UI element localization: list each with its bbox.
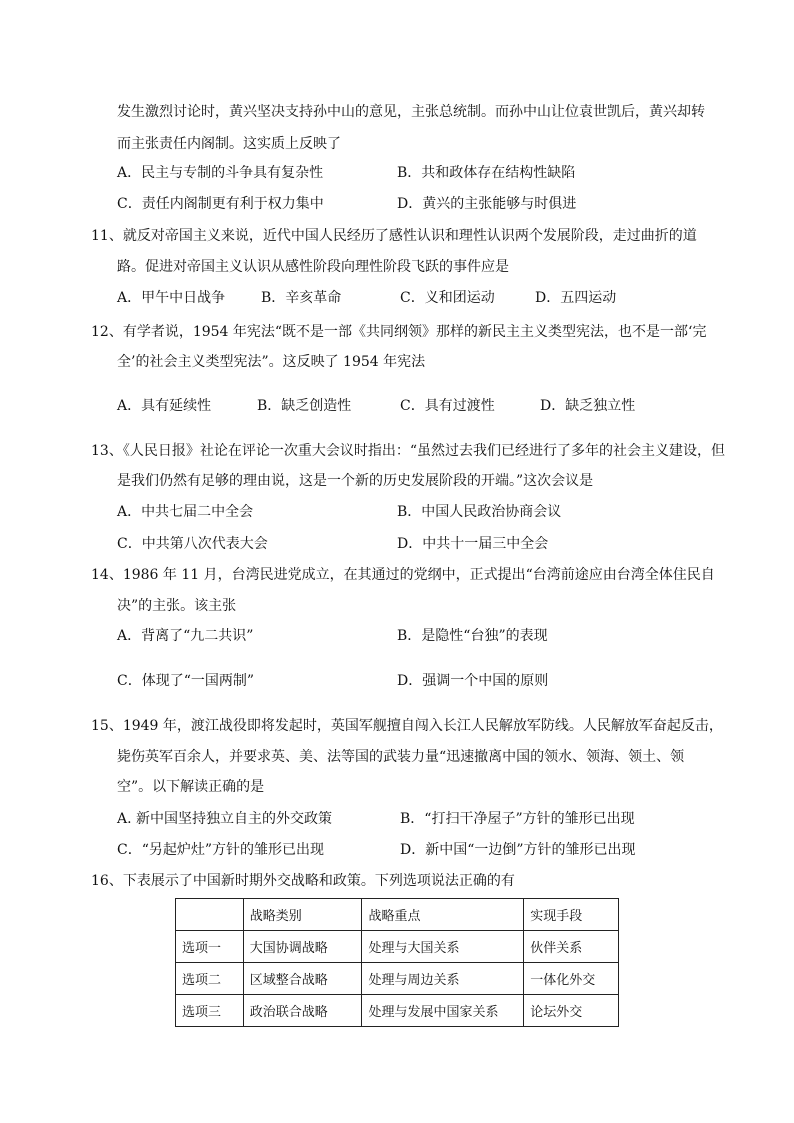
table-header-cell <box>176 899 244 931</box>
q12-option-b[interactable]: B．缺乏创造性 <box>257 398 352 414</box>
q15-option-c[interactable]: C．“另起炉灶”方针的雏形已出现 <box>117 842 325 858</box>
q10-option-d[interactable]: D．黄兴的主张能够与时俱进 <box>397 196 577 212</box>
q10-stem-line-2: 而主张责任内阁制。这实质上反映了 <box>117 136 341 152</box>
table-cell: 处理与大国关系 <box>362 931 524 963</box>
q13-option-c[interactable]: C．中共第八次代表大会 <box>117 536 268 552</box>
q15-option-d[interactable]: D．新中国“一边倒”方针的雏形已出现 <box>400 842 636 858</box>
q13-option-b[interactable]: B．中国人民政治协商会议 <box>397 504 562 520</box>
q15-stem-line-3: 空”。以下解读正确的是 <box>117 779 265 795</box>
q15-option-b[interactable]: B．“打扫干净屋子”方针的雏形已出现 <box>400 811 635 827</box>
q14-stem-line-1: 14、1986 年 11 月，台湾民进党成立，在其通过的党纲中，正式提出“台湾前途应由台湾全体住民自 <box>91 567 715 583</box>
q11-option-d[interactable]: D．五四运动 <box>535 290 617 306</box>
q12-option-d[interactable]: D．缺乏独立性 <box>540 398 636 414</box>
q11-option-a[interactable]: A．甲午中日战争 <box>117 290 226 306</box>
q13-stem-line-2: 是我们仍然有足够的理由说，这是一个新的历史发展阶段的开端。”这次会议是 <box>117 473 594 489</box>
table-cell: 选项一 <box>176 931 244 963</box>
q10-option-a[interactable]: A．民主与专制的斗争具有复杂性 <box>117 165 324 181</box>
q15-option-a[interactable]: A. 新中国坚持独立自主的外交政策 <box>117 811 333 827</box>
table-cell: 伙伴关系 <box>524 931 619 963</box>
q12-stem-line-1: 12、有学者说，1954 年宪法“既不是一部《共同纲领》那样的新民主主义类型宪法，也不是一部‘完 <box>91 324 707 340</box>
table-cell: 一体化外交 <box>524 963 619 995</box>
q14-option-b[interactable]: B．是隐性“台独”的表现 <box>397 628 548 644</box>
q10-stem-line-1: 发生激烈讨论时，黄兴坚决支持孙中山的意见，主张总统制。而孙中山让位袁世凯后，黄兴却转 <box>117 104 705 120</box>
table-row <box>176 963 619 995</box>
table-row <box>176 931 619 963</box>
q12-option-c[interactable]: C．具有过渡性 <box>400 398 495 414</box>
q15-stem-line-2: 毙伤英军百余人，并要求英、美、法等国的武装力量“迅速撤离中国的领水、领海、领土、领 <box>117 749 685 765</box>
q10-option-b[interactable]: B．共和政体存在结构性缺陷 <box>397 165 576 181</box>
table-header-cell: 战略重点 <box>362 899 524 931</box>
table-header-cell: 战略类别 <box>243 899 362 931</box>
table-cell: 大国协调战略 <box>243 931 362 963</box>
q15-stem-line-1: 15、1949 年，渡江战役即将发起时，英国军舰擅自闯入长江人民解放军防线。人民解放军奋起反击， <box>91 718 723 734</box>
q14-option-d[interactable]: D．强调一个中国的原则 <box>397 673 549 689</box>
table-cell: 区域整合战略 <box>243 963 362 995</box>
q13-option-d[interactable]: D．中共十一届三中全会 <box>397 536 549 552</box>
q14-option-c[interactable]: C．体现了“一国两制” <box>117 673 255 689</box>
table-cell: 处理与周边关系 <box>362 963 524 995</box>
q12-stem-line-2: 全’的社会主义类型宪法”。这反映了 1954 年宪法 <box>117 354 426 370</box>
q14-option-a[interactable]: A．背离了“九二共识” <box>117 628 254 644</box>
q11-option-b[interactable]: B．辛亥革命 <box>261 290 342 306</box>
q11-option-c[interactable]: C．义和团运动 <box>400 290 495 306</box>
q10-option-c[interactable]: C．责任内阁制更有利于权力集中 <box>117 196 324 212</box>
table-cell: 处理与发展中国家关系 <box>362 995 524 1027</box>
table-header-row <box>176 899 619 931</box>
table-cell: 选项三 <box>176 995 244 1027</box>
table-row <box>176 995 619 1027</box>
q12-option-a[interactable]: A．具有延续性 <box>117 398 212 414</box>
q13-option-a[interactable]: A．中共七届二中全会 <box>117 504 254 520</box>
strategy-table <box>175 898 619 1027</box>
table-cell: 政治联合战略 <box>243 995 362 1027</box>
table-cell: 选项二 <box>176 963 244 995</box>
q11-stem-line-2: 路。促进对帝国主义认识从感性阶段向理性阶段飞跃的事件应是 <box>117 259 509 275</box>
table-cell: 论坛外交 <box>524 995 619 1027</box>
q14-stem-line-2: 决”的主张。该主张 <box>117 598 237 614</box>
q13-stem-line-1: 13、《人民日报》社论在评论一次重大会议时指出：“虽然过去我们已经进行了多年的社会主义建设，但 <box>91 443 725 459</box>
table-header-cell: 实现手段 <box>524 899 619 931</box>
q16-stem-line-1: 16、下表展示了中国新时期外交战略和政策。下列选项说法正确的有 <box>91 873 515 889</box>
q11-stem-line-1: 11、就反对帝国主义来说，近代中国人民经历了感性认识和理性认识两个发展阶段，走过曲折的道 <box>91 228 697 244</box>
